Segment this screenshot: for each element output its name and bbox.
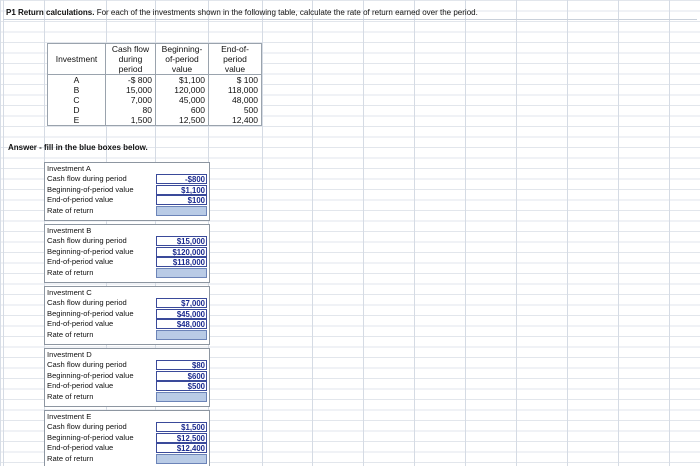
cell-end-value[interactable]: $ 100 (209, 75, 262, 86)
block-title: Investment E (47, 412, 92, 421)
label-end-value: End-of-period value (47, 195, 114, 204)
rate-of-return-input[interactable] (156, 454, 207, 464)
value-end-value[interactable]: $12,400 (156, 443, 207, 453)
table-row (48, 105, 262, 115)
cell-investment[interactable]: D (48, 105, 106, 115)
cell-cash-flow[interactable]: 1,500 (106, 115, 156, 126)
label-beginning-value: Beginning-of-period value (47, 309, 134, 318)
label-cash-flow: Cash flow during period (47, 174, 127, 183)
cell-investment[interactable]: B (48, 85, 106, 95)
problem-title (6, 8, 478, 17)
value-beginning-value[interactable]: $45,000 (156, 309, 207, 319)
investments-table (47, 43, 262, 126)
label-beginning-value: Beginning-of-period value (47, 371, 134, 380)
rate-of-return-input[interactable] (156, 392, 207, 402)
cell-beginning-value[interactable]: 12,500 (156, 115, 209, 126)
block-title: Investment A (47, 164, 91, 173)
label-end-value: End-of-period value (47, 319, 114, 328)
block-title: Investment B (47, 226, 92, 235)
cell-beginning-value[interactable]: 45,000 (156, 95, 209, 105)
label-cash-flow: Cash flow during period (47, 298, 127, 307)
investment-block-c (44, 286, 210, 345)
value-end-value[interactable]: $118,000 (156, 257, 207, 267)
value-cash-flow[interactable]: $1,500 (156, 422, 207, 432)
value-beginning-value[interactable]: $1,100 (156, 185, 207, 195)
label-rate-of-return: Rate of return (47, 268, 94, 277)
block-title: Investment D (47, 350, 92, 359)
table-row (48, 75, 262, 86)
label-cash-flow: Cash flow during period (47, 422, 127, 431)
investment-block-a (44, 162, 210, 221)
label-rate-of-return: Rate of return (47, 454, 94, 463)
investment-block-b (44, 224, 210, 283)
table-row (48, 115, 262, 126)
label-beginning-value: Beginning-of-period value (47, 433, 134, 442)
value-end-value[interactable]: $100 (156, 195, 207, 205)
cell-cash-flow[interactable]: 80 (106, 105, 156, 115)
rate-of-return-input[interactable] (156, 330, 207, 340)
cell-end-value[interactable]: 48,000 (209, 95, 262, 105)
table-row (48, 95, 262, 105)
value-cash-flow[interactable]: $80 (156, 360, 207, 370)
label-end-value: End-of-period value (47, 257, 114, 266)
label-cash-flow: Cash flow during period (47, 360, 127, 369)
investment-block-e (44, 410, 210, 466)
header-beginning-value: Beginning-of-period value (156, 44, 209, 75)
problem-title-text: For each of the investments shown in the following table, calculate the rate of return earned over the period. (96, 8, 478, 17)
label-end-value: End-of-period value (47, 443, 114, 452)
value-end-value[interactable]: $500 (156, 381, 207, 391)
header-cash-flow: Cash flow during period (106, 44, 156, 75)
label-beginning-value: Beginning-of-period value (47, 185, 134, 194)
cell-cash-flow[interactable]: 7,000 (106, 95, 156, 105)
cell-end-value[interactable]: 500 (209, 105, 262, 115)
cell-beginning-value[interactable]: $1,100 (156, 75, 209, 86)
value-cash-flow[interactable]: -$800 (156, 174, 207, 184)
investment-block-d (44, 348, 210, 407)
label-beginning-value: Beginning-of-period value (47, 247, 134, 256)
cell-beginning-value[interactable]: 120,000 (156, 85, 209, 95)
table-row (48, 85, 262, 95)
label-rate-of-return: Rate of return (47, 206, 94, 215)
value-cash-flow[interactable]: $15,000 (156, 236, 207, 246)
header-end-value: End-of-period value (209, 44, 262, 75)
cell-investment[interactable]: C (48, 95, 106, 105)
value-end-value[interactable]: $48,000 (156, 319, 207, 329)
block-title: Investment C (47, 288, 92, 297)
cell-end-value[interactable]: 12,400 (209, 115, 262, 126)
cell-end-value[interactable]: 118,000 (209, 85, 262, 95)
cell-cash-flow[interactable]: -$ 800 (106, 75, 156, 86)
label-rate-of-return: Rate of return (47, 330, 94, 339)
label-cash-flow: Cash flow during period (47, 236, 127, 245)
label-end-value: End-of-period value (47, 381, 114, 390)
header-investment: Investment (48, 44, 106, 75)
answer-heading: Answer - fill in the blue boxes below. (8, 143, 148, 152)
cell-investment[interactable]: A (48, 75, 106, 86)
value-beginning-value[interactable]: $600 (156, 371, 207, 381)
label-rate-of-return: Rate of return (47, 392, 94, 401)
rate-of-return-input[interactable] (156, 268, 207, 278)
cell-investment[interactable]: E (48, 115, 106, 126)
rate-of-return-input[interactable] (156, 206, 207, 216)
value-beginning-value[interactable]: $120,000 (156, 247, 207, 257)
value-beginning-value[interactable]: $12,500 (156, 433, 207, 443)
table-header-row (48, 44, 262, 75)
cell-cash-flow[interactable]: 15,000 (106, 85, 156, 95)
problem-title-bold: P1 Return calculations. (6, 8, 95, 17)
value-cash-flow[interactable]: $7,000 (156, 298, 207, 308)
cell-beginning-value[interactable]: 600 (156, 105, 209, 115)
